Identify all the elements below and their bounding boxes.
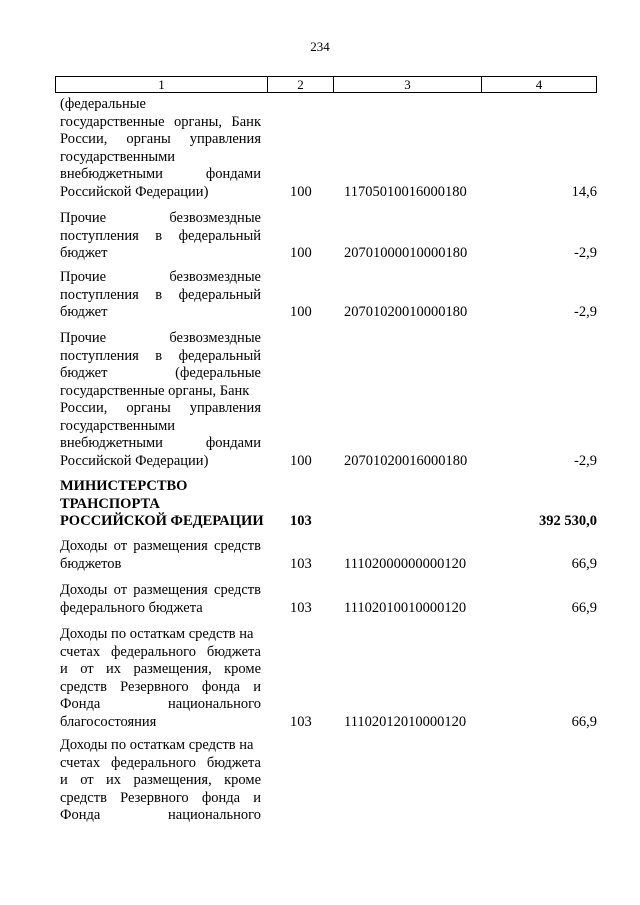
description-line: счетах федерального бюджета — [60, 643, 261, 660]
description-line: бюджет — [60, 245, 108, 261]
row-code: 103 — [290, 599, 312, 616]
description-line: федерального бюджета — [60, 599, 203, 616]
row-kbk: 20701020016000180 — [344, 452, 468, 469]
row-description — [60, 96, 261, 201]
description-line: и от их размещения, кроме — [60, 661, 261, 677]
description-line: Прочие безвозмездные — [60, 330, 261, 346]
header-col-2: 2 — [268, 77, 334, 92]
row-description — [60, 210, 261, 263]
row-amount: 66,9 — [571, 713, 597, 730]
row-description — [60, 626, 261, 731]
description-line: поступления в федеральный — [60, 286, 261, 303]
description-line: государственными — [60, 417, 176, 434]
row-amount: 66,9 — [571, 555, 597, 572]
row-description — [60, 582, 261, 617]
description-line: средств Резервного фонда и — [60, 789, 261, 806]
row-amount: -2,9 — [574, 304, 597, 320]
description-line: государственными — [60, 148, 176, 165]
description-line: Российской Федерации) — [60, 452, 209, 469]
description-line: внебюджетными фондами — [60, 435, 261, 451]
description-line: государственные органы, Банк — [60, 113, 261, 130]
description-line: России, органы управления — [60, 131, 261, 147]
description-line: Доходы по остаткам средств на — [60, 626, 254, 642]
description-line: Прочие безвозмездные — [60, 210, 261, 226]
row-kbk: 11102010010000120 — [344, 599, 467, 616]
row-code: 103 — [290, 713, 312, 730]
row-code: 100 — [290, 245, 312, 261]
row-kbk: 20701020010000180 — [344, 304, 468, 320]
header-col-3: 3 — [334, 77, 482, 92]
description-line: поступления в федеральный — [60, 347, 261, 364]
description-line: Прочие безвозмездные — [60, 269, 261, 285]
description-line: бюджет (федеральные — [60, 365, 261, 381]
description-line: ТРАНСПОРТА — [60, 495, 160, 512]
row-kbk: 11705010016000180 — [344, 183, 467, 200]
description-line: Фонда национального — [60, 807, 261, 823]
description-line: и от их размещения, кроме — [60, 772, 261, 788]
description-line: Доходы по остаткам средств на — [60, 737, 254, 753]
row-description — [60, 538, 261, 573]
description-line: Российской Федерации) — [60, 183, 209, 200]
row-amount: 14,6 — [571, 183, 597, 200]
table-header — [55, 76, 597, 93]
header-col-1: 1 — [56, 77, 268, 92]
description-line: России, органы управления — [60, 400, 261, 416]
row-code: 103 — [290, 555, 312, 572]
row-description — [60, 737, 261, 825]
row-description — [60, 478, 264, 531]
page-number: 234 — [310, 39, 330, 54]
description-line: Доходы от размещения средств — [60, 538, 261, 554]
row-kbk: 20701000010000180 — [344, 245, 468, 261]
description-line: внебюджетными фондами — [60, 166, 261, 182]
row-code: 100 — [290, 183, 312, 200]
row-amount: -2,9 — [574, 452, 597, 469]
description-line: бюджет — [60, 304, 108, 320]
row-description — [60, 269, 261, 322]
description-line: РОССИЙСКОЙ ФЕДЕРАЦИИ — [60, 513, 264, 529]
description-line: МИНИСТЕРСТВО — [60, 478, 188, 494]
description-line: благосостояния — [60, 713, 157, 730]
description-line: средств Резервного фонда и — [60, 678, 261, 695]
row-kbk: 11102000000000120 — [344, 555, 467, 572]
header-col-4: 4 — [535, 77, 543, 92]
description-line: бюджетов — [60, 555, 122, 572]
description-line: Доходы от размещения средств — [60, 582, 261, 598]
row-code: 103 — [290, 513, 312, 529]
description-line: государственные органы, Банк — [60, 382, 250, 399]
row-amount: 392 530,0 — [539, 513, 597, 529]
row-code: 100 — [290, 304, 312, 320]
row-amount: -2,9 — [574, 245, 597, 261]
description-line: счетах федерального бюджета — [60, 754, 261, 771]
description-line: поступления в федеральный — [60, 227, 261, 244]
description-line: (федеральные — [60, 96, 146, 112]
description-line: Фонда национального — [60, 696, 261, 712]
row-amount: 66,9 — [571, 599, 597, 616]
row-kbk: 11102012010000120 — [344, 713, 467, 730]
row-description — [60, 330, 261, 470]
row-code: 100 — [290, 452, 312, 469]
